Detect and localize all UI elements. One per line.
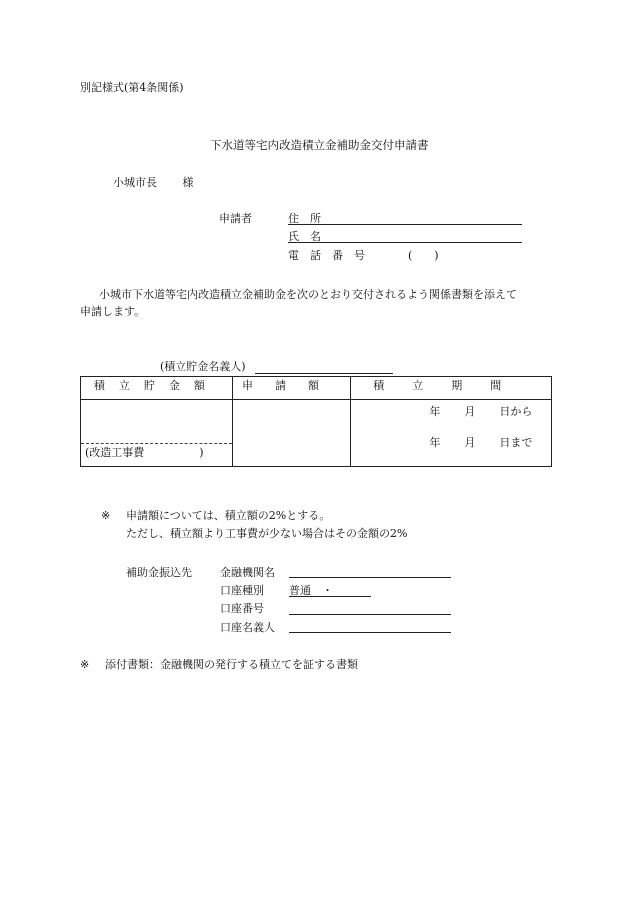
- phone-paren: ( ): [408, 249, 439, 262]
- renovation-cost: (改造工事費 ): [85, 446, 204, 459]
- table-header-row: [81, 377, 552, 400]
- table-body-row: [81, 400, 552, 467]
- attachment-text: 添付書類：金融機関の発行する積立てを証する書類: [105, 658, 358, 671]
- account-number-field[interactable]: [289, 614, 451, 615]
- header-savings-period: 積立期間: [351, 377, 552, 400]
- savings-period-cell[interactable]: [351, 400, 552, 467]
- address-label: 住 所: [288, 212, 321, 225]
- period-end-year: 年: [429, 436, 441, 449]
- note-line-2: ただし、積立額より工事費が少ない場合はその金額の2%: [126, 527, 408, 540]
- body-line-1: 小城市下水道等宅内改造積立金補助金を次のとおり交付されるよう関係書類を添えて: [99, 288, 517, 301]
- bank-name-label: 金融機関名: [220, 566, 275, 579]
- account-holder-label: (積立貯金名義人): [160, 360, 246, 373]
- attachment-mark: ※: [80, 658, 90, 671]
- account-holder-field[interactable]: [255, 373, 393, 374]
- account-holder-name-field[interactable]: [289, 632, 451, 633]
- account-type-label: 口座種別: [220, 584, 264, 597]
- bank-name-field[interactable]: [289, 577, 451, 578]
- note-line-1: 申請額については、積立額の2%とする。: [126, 509, 331, 522]
- period-start-month: 月: [464, 405, 476, 418]
- period-end-day: 日まで: [499, 436, 533, 449]
- account-type-value: 普通 ・: [289, 584, 333, 597]
- header-savings-amount: 積立貯金額: [81, 377, 233, 400]
- form-reference: 別記様式(第4条関係): [80, 81, 184, 94]
- period-start-day: 日から: [499, 405, 533, 418]
- addressee-name: 小城市長: [113, 176, 157, 189]
- address-field[interactable]: [288, 224, 522, 225]
- application-amount-cell[interactable]: [232, 400, 351, 467]
- name-label: 氏 名: [288, 230, 321, 243]
- savings-table: [80, 376, 552, 467]
- transfer-label: 補助金振込先: [126, 566, 192, 579]
- applicant-label: 申請者: [219, 212, 252, 225]
- dashed-divider: [81, 443, 232, 444]
- savings-amount-cell[interactable]: [81, 400, 233, 467]
- period-start-year: 年: [429, 405, 441, 418]
- addressee-honorific: 様: [182, 176, 194, 189]
- account-holder-name-label: 口座名義人: [220, 621, 275, 634]
- account-number-label: 口座番号: [220, 602, 264, 615]
- document-title: 下水道等宅内改造積立金補助金交付申請書: [210, 138, 429, 152]
- addressee: [113, 176, 194, 190]
- body-line-2: 申請します。: [80, 305, 146, 318]
- period-end-month: 月: [464, 436, 476, 449]
- note-mark: ※: [101, 509, 111, 522]
- header-application-amount: 申請額: [232, 377, 351, 400]
- account-type-field[interactable]: [289, 596, 371, 597]
- phone-label: 電 話 番 号: [288, 249, 365, 262]
- name-field[interactable]: [288, 242, 522, 243]
